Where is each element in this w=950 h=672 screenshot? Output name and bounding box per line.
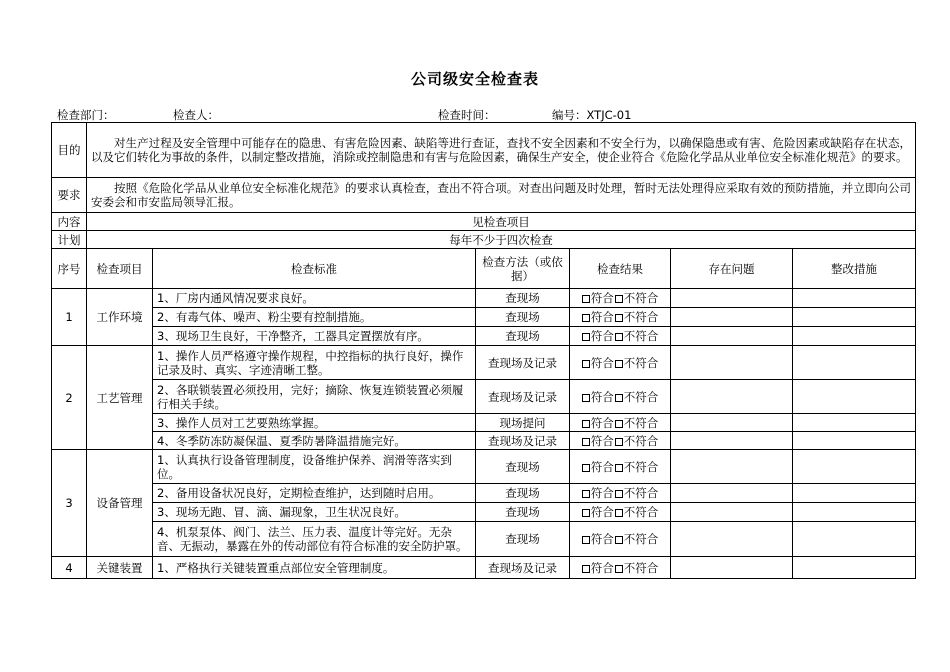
code-label: 编号：XTJC-01	[552, 108, 632, 122]
method-cell: 查现场及记录	[476, 432, 570, 450]
table-row	[52, 450, 916, 484]
requirement-label: 要求	[52, 178, 87, 213]
result-cell	[570, 503, 671, 522]
fail-label: 不符合	[623, 459, 659, 474]
fail-checkbox[interactable]	[615, 333, 623, 341]
table-row	[52, 380, 916, 414]
pass-label: 符合	[590, 329, 614, 343]
measure-cell[interactable]	[793, 327, 916, 346]
pass-label: 符合	[590, 433, 614, 448]
pass-checkbox[interactable]	[582, 490, 590, 498]
issue-cell[interactable]	[671, 450, 793, 484]
inspector-label: 检查人：	[173, 108, 219, 122]
fail-label: 不符合	[623, 486, 659, 500]
table-row	[52, 308, 916, 327]
item-cell: 设备管理	[87, 450, 153, 557]
standard-cell: 3、操作人员对工艺要熟练掌握。	[153, 414, 476, 432]
issue-cell[interactable]	[671, 432, 793, 450]
result-cell	[570, 432, 671, 450]
fail-checkbox[interactable]	[615, 360, 623, 368]
dept-label: 检查部门：	[57, 108, 115, 122]
result-cell	[570, 450, 671, 484]
pass-checkbox[interactable]	[582, 420, 590, 428]
header-issue: 存在问题	[671, 249, 793, 289]
table-row	[52, 557, 916, 579]
standard-cell: 3、现场卫生良好，干净整齐，工器具定置摆放有序。	[153, 327, 476, 346]
plan-label: 计划	[52, 231, 87, 249]
measure-cell[interactable]	[793, 432, 916, 450]
fail-label: 不符合	[623, 505, 659, 519]
header-row	[52, 249, 916, 289]
measure-cell[interactable]	[793, 346, 916, 380]
pass-label: 符合	[590, 415, 614, 430]
header-standard: 检查标准	[153, 249, 476, 289]
measure-cell[interactable]	[793, 484, 916, 503]
issue-cell[interactable]	[671, 484, 793, 503]
issue-cell[interactable]	[671, 414, 793, 432]
requirement-text: 按照《危险化学品从业单位安全标准化规范》的要求认真检查，查出不符合项。对查出问题及时处理，暂时无法处理得应采取有效的预防措施，并立即向公司安委会和市安监局领导汇报。	[87, 178, 916, 213]
fail-checkbox[interactable]	[615, 394, 623, 402]
result-cell	[570, 557, 671, 579]
method-cell: 查现场	[476, 503, 570, 522]
purpose-label: 目的	[52, 123, 87, 178]
measure-cell[interactable]	[793, 503, 916, 522]
header-seq: 序号	[52, 249, 87, 289]
pass-checkbox[interactable]	[582, 333, 590, 341]
method-cell: 查现场及记录	[476, 557, 570, 579]
method-cell: 查现场	[476, 484, 570, 503]
pass-checkbox[interactable]	[582, 565, 590, 573]
fail-checkbox[interactable]	[615, 438, 623, 446]
fail-checkbox[interactable]	[615, 420, 623, 428]
measure-cell[interactable]	[793, 450, 916, 484]
seq-cell: 4	[52, 557, 87, 579]
standard-cell: 3、现场无跑、冒、滴、漏现象，卫生状况良好。	[153, 503, 476, 522]
table-row	[52, 432, 916, 450]
result-cell	[570, 522, 671, 557]
measure-cell[interactable]	[793, 414, 916, 432]
pass-label: 符合	[590, 389, 614, 404]
method-cell: 查现场	[476, 308, 570, 327]
standard-cell: 2、备用设备状况良好，定期检查维护，达到随时启用。	[153, 484, 476, 503]
table-row	[52, 414, 916, 432]
fail-checkbox[interactable]	[615, 536, 623, 544]
fail-label: 不符合	[623, 329, 659, 343]
result-cell	[570, 414, 671, 432]
content-label: 内容	[52, 213, 87, 231]
pass-label: 符合	[590, 291, 614, 305]
issue-cell[interactable]	[671, 380, 793, 414]
purpose-row	[52, 123, 916, 178]
header-measure: 整改措施	[793, 249, 916, 289]
measure-cell[interactable]	[793, 380, 916, 414]
header-method: 检查方法（或依据）	[476, 249, 570, 289]
pass-checkbox[interactable]	[582, 509, 590, 517]
pass-label: 符合	[590, 532, 614, 546]
pass-label: 符合	[590, 505, 614, 519]
seq-cell: 1	[52, 289, 87, 346]
standard-cell: 1、认真执行设备管理制度，设备维护保养、润滑等落实到位。	[153, 450, 476, 484]
pass-label: 符合	[590, 486, 614, 500]
content-text: 见检查项目	[87, 213, 916, 231]
method-cell: 查现场	[476, 327, 570, 346]
fail-label: 不符合	[623, 389, 659, 404]
pass-label: 符合	[590, 355, 614, 370]
inspection-table	[51, 122, 916, 579]
fail-label: 不符合	[623, 560, 659, 575]
result-cell	[570, 308, 671, 327]
purpose-text: 对生产过程及安全管理中可能存在的隐患、有害危险因素、缺陷等进行查证，查找不安全因素和不安全行为，以确保隐患或有害、危险因素或缺陷存在状态，以及它们转化为事故的条件，以制定整改措施，消除或控制隐患和有害与危险因素，确保生产安全，使企业符合《危险化学品从业单位安全标准化规范》的要求。	[87, 123, 916, 178]
issue-cell[interactable]	[671, 503, 793, 522]
method-cell: 查现场	[476, 450, 570, 484]
page-title: 公司级安全检查表	[410, 70, 539, 88]
fail-label: 不符合	[623, 310, 659, 324]
method-cell: 现场提问	[476, 414, 570, 432]
table-row	[52, 346, 916, 380]
fail-label: 不符合	[623, 532, 659, 546]
pass-checkbox[interactable]	[582, 464, 590, 472]
standard-cell: 2、有毒气体、噪声、粉尘要有控制措施。	[153, 308, 476, 327]
issue-cell[interactable]	[671, 327, 793, 346]
fail-checkbox[interactable]	[615, 509, 623, 517]
standard-cell: 1、严格执行关键装置重点部位安全管理制度。	[153, 557, 476, 579]
result-cell	[570, 327, 671, 346]
result-cell	[570, 346, 671, 380]
method-cell: 查现场及记录	[476, 346, 570, 380]
standard-cell: 4、冬季防冻防凝保温、夏季防暑降温措施完好。	[153, 432, 476, 450]
measure-cell[interactable]	[793, 289, 916, 308]
item-cell: 工作环境	[87, 289, 153, 346]
plan-row	[52, 231, 916, 249]
pass-checkbox[interactable]	[582, 394, 590, 402]
time-label: 检查时间：	[438, 108, 496, 122]
issue-cell[interactable]	[671, 308, 793, 327]
header-item: 检查项目	[87, 249, 153, 289]
pass-label: 符合	[590, 560, 614, 575]
pass-checkbox[interactable]	[582, 314, 590, 322]
standard-cell: 1、厂房内通风情况要求良好。	[153, 289, 476, 308]
pass-label: 符合	[590, 310, 614, 324]
fail-checkbox[interactable]	[615, 295, 623, 303]
issue-cell[interactable]	[671, 346, 793, 380]
fail-checkbox[interactable]	[615, 314, 623, 322]
plan-text: 每年不少于四次检查	[87, 231, 916, 249]
measure-cell[interactable]	[793, 308, 916, 327]
table-row	[52, 484, 916, 503]
result-cell	[570, 380, 671, 414]
seq-cell: 3	[52, 450, 87, 557]
content-row	[52, 213, 916, 231]
result-cell	[570, 289, 671, 308]
issue-cell[interactable]	[671, 557, 793, 579]
fail-label: 不符合	[623, 433, 659, 448]
method-cell: 查现场及记录	[476, 380, 570, 414]
issue-cell[interactable]	[671, 522, 793, 557]
requirement-row	[52, 178, 916, 213]
fail-label: 不符合	[623, 355, 659, 370]
fail-checkbox[interactable]	[615, 565, 623, 573]
table-row	[52, 522, 916, 557]
fail-checkbox[interactable]	[615, 490, 623, 498]
fail-label: 不符合	[623, 415, 659, 430]
item-cell: 关键装置	[87, 557, 153, 579]
method-cell: 查现场	[476, 522, 570, 557]
pass-checkbox[interactable]	[582, 295, 590, 303]
header-result: 检查结果	[570, 249, 671, 289]
standard-cell: 4、机泵泵体、阀门、法兰、压力表、温度计等完好。无杂音、无振动，暴露在外的传动部位有符合标准的安全防护罩。	[153, 522, 476, 557]
table-row	[52, 327, 916, 346]
pass-checkbox[interactable]	[582, 360, 590, 368]
measure-cell[interactable]	[793, 522, 916, 557]
standard-cell: 1、操作人员严格遵守操作规程，中控指标的执行良好，操作记录及时、真实、字迹清晰工整。	[153, 346, 476, 380]
pass-checkbox[interactable]	[582, 438, 590, 446]
measure-cell[interactable]	[793, 557, 916, 579]
standard-cell: 2、各联锁装置必须投用，完好；摘除、恢复连锁装置必须履行相关手续。	[153, 380, 476, 414]
result-cell	[570, 484, 671, 503]
pass-checkbox[interactable]	[582, 536, 590, 544]
table-row	[52, 503, 916, 522]
pass-label: 符合	[590, 459, 614, 474]
issue-cell[interactable]	[671, 289, 793, 308]
item-cell: 工艺管理	[87, 346, 153, 450]
method-cell: 查现场	[476, 289, 570, 308]
fail-checkbox[interactable]	[615, 464, 623, 472]
fail-label: 不符合	[623, 291, 659, 305]
table-row	[52, 289, 916, 308]
seq-cell: 2	[52, 346, 87, 450]
